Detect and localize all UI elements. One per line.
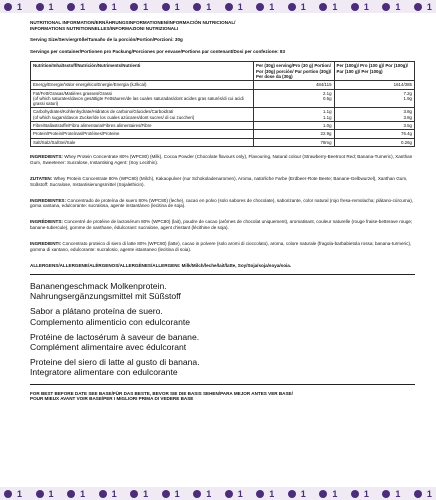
band-pattern-cell [193,489,211,499]
band-dot [288,490,296,498]
ingredients-en-label: INGREDIENTS: [30,153,63,159]
product-name-line: Bananengeschmack Molkenprotein. [30,281,167,291]
product-name-line: Complément alimentaire avec édulcorant [30,342,187,353]
band-digit: 1 [48,1,54,12]
row-serving: 1.0g [254,122,334,130]
bottom-decorative-band [0,487,436,500]
band-digit: 1 [237,1,243,12]
row-per100: 1614/385 [334,81,414,89]
band-dot [162,3,170,11]
divider [30,384,415,385]
band-pattern-cell [319,2,337,12]
ingredients-en [30,154,415,166]
row-per100: 0.26g [334,138,414,146]
band-digit: 1 [174,488,180,499]
band-digit: 1 [363,1,369,12]
band-dot [36,3,44,11]
band-pattern-cell [319,489,337,499]
band-pattern-cell [414,489,432,499]
band-dot [225,490,233,498]
band-pattern-cell [36,2,54,12]
ingredients-de-text: Whey Protein Concentrate 80% (WPC80) (Milch), Kakaopulver (nur Schokoladenaromen), Aroma, natürliche Farbe (Erdbeer-Rote Beete; Banane-Gelbwurzel), Xanthan Gum, Süßstoff: Sucralose, Instantisierungsmittel (Sojalethicin). [30,175,408,187]
band-pattern-cell [36,489,54,499]
band-dot [225,3,233,11]
row-serving: 22.9g [254,130,334,138]
band-pattern-cell [382,489,400,499]
band-digit: 1 [237,488,243,499]
row-per100: 76.4g [334,130,414,138]
band-digit: 1 [426,488,432,499]
band-pattern-cell [162,489,180,499]
band-dot [4,3,12,11]
band-pattern-cell [4,489,22,499]
row-label: Fat/Fett/Grasas/Matières grasses/Grassi (of which saturates/davon gesättigte Fettsäuren/de las cuales saturadas/dont acides gras saturés/di cui acidi grassi saturi) [31,89,254,108]
band-pattern-cell [382,2,400,12]
band-pattern-cell [162,2,180,12]
ingredients-de-label: ZUTATEN: [30,175,53,181]
band-dot [351,490,359,498]
band-pattern-cell [225,489,243,499]
band-pattern-cell [130,2,148,12]
table-row [31,89,415,108]
band-dot [99,490,107,498]
table-row [31,130,415,138]
band-pattern-cell [4,2,22,12]
ingredients-es [30,198,415,210]
band-pattern-cell [414,2,432,12]
band-dot [67,3,75,11]
header-per-100g: Per (100g)/ Pro (100 g)/ Por (100g)/ Par (100 g)/ Per (100g) [334,62,414,81]
row-label: Protein/Protein/Proteínas/Protéines/Proteine [31,130,254,138]
band-dot [319,490,327,498]
ingredients-es-label: INGREDIENTES: [30,197,66,203]
product-name-line: Sabor a plátano proteína de suero. [30,306,163,317]
band-dot [414,3,422,11]
band-dot [162,490,170,498]
table-row [31,108,415,122]
row-per100: 3.8g 3.8g [334,108,414,122]
nutrition-table-header [31,62,415,81]
row-per100: 3.5g [334,122,414,130]
nutrition-title-line2: INFORMATIONS NUTRITIONNELLES/INFORMAZIONI NUTRIZIONALI [30,25,179,31]
product-name-line: Nahrungsergänzungsmittel mit Süßstoff [30,291,181,302]
nutrition-title-line1: NUTRITIONAL INFORMATION/ERNÄHRUNGSINFORMATIONEN/INFORMACIÓN NUTRICIONAL/ [30,20,236,25]
band-digit: 1 [80,1,86,12]
band-digit: 1 [17,1,23,12]
row-label: Energy/Energie/Valor energético/Energie/Energia (kJ/kcal) [31,81,254,89]
band-digit: 1 [143,1,149,12]
ingredients-it-label: INGREDIENTI: [30,241,62,247]
band-dot [382,490,390,498]
ingredients-it [30,241,415,253]
band-digit: 1 [111,488,117,499]
row-label: Fibre/Ballaststoffe/Fibra alimentaria/Fibres alimentaires/Fibre [31,122,254,130]
band-digit: 1 [332,488,338,499]
product-name-line: Complemento alimenticio con edulcorante [30,316,191,327]
header-per-serving: Per (30g) serving/Pro (30 g) Portion/ Por (30g) porción/ Par portion (30g)/ Per dose da (30g) [254,62,334,81]
ingredients-section [30,154,415,253]
band-pattern-cell [67,2,85,12]
band-digit: 1 [269,1,275,12]
band-pattern-cell [288,489,306,499]
product-name-fr [30,332,415,352]
ingredients-fr [30,219,415,231]
band-digit: 1 [17,488,23,499]
product-name-line: Integratore alimentare con edulcorante [30,367,178,378]
product-name-it [30,357,415,377]
ingredients-it-text: Concentrato proteico di siero di latte 80% (WPC80) (latte), cacao in polvere (solo aromi di cioccolato), aroma, colore naturale (fragola-barbabietola rossa; banana-turmeric), gomma di xantano, edulcorante: sucralosio, agente istantaneo (lecitina di soia). [30,241,412,253]
band-pattern-cell [256,489,274,499]
top-decorative-band [0,0,436,13]
band-pattern-cell [67,489,85,499]
band-digit: 1 [395,1,401,12]
best-before-line1: FOR BEST BEFORE DATE SEE BASE/FÜR DAS BESTE, BEVOR SIE DIE BASIS SEHEN/PARA MEJOR ANTES VER BASE/ [30,390,293,396]
divider [30,274,415,275]
table-row [31,122,415,130]
table-row [31,81,415,89]
row-label: Carbohydrates/Kohlenhydrate/Hidratos de carbono/Glucides/Carboidrati (of which sugars/davon Zucker/de los cuales azúcares/dont sucres/ di cui zuccheri) [31,108,254,122]
best-before-line2: POUR MIEUX AVANT VOIR BASE/PER I MIGLIORI PRIMA DI VEDERE BASE [30,396,194,402]
band-pattern-cell [130,489,148,499]
band-pattern-cell [99,489,117,499]
band-digit: 1 [426,1,432,12]
band-dot [130,490,138,498]
band-dot [382,3,390,11]
band-digit: 1 [80,488,86,499]
band-dot [193,490,201,498]
product-name-es [30,306,415,326]
band-pattern-cell [256,2,274,12]
ingredients-fr-text: Concentré de protéine de lactosérum 80% (WPC80) (lait), poudre de cacao (arômes de chocolat uniquement), aromatisant, couleur naturelle (rouge fraise-betterave rouge; banane-tubercule), gomme de xanthane, édulcorant: sucralose, agent d'instant (lécithine de soja). [30,219,413,231]
band-digit: 1 [174,1,180,12]
band-digit: 1 [300,488,306,499]
allergens-statement: ALLERGENS/ALLERGENE/ALÉRGENOS/ALLERGÈNES/ALLERGENI: Milk/Milch/leche/lait/latte, Soy/Soja/soja/soya/soia. [30,263,292,268]
band-pattern-cell [99,2,117,12]
serving-size: Serving Size/Serviergröße/Tamaño de la porción/Portion/Porzioni: 30g [30,37,183,43]
product-name-de [30,281,415,301]
band-pattern-cell [225,2,243,12]
nutrition-table [30,61,415,147]
row-label: Salt/Salz/Sal/Sel/Sale [31,138,254,146]
row-serving: 484/115 [254,81,334,89]
band-digit: 1 [363,488,369,499]
band-dot [319,3,327,11]
band-digit: 1 [269,488,275,499]
band-digit: 1 [48,488,54,499]
band-digit: 1 [395,488,401,499]
product-name-line: Proteine del siero di latte al gusto di banana. [30,357,200,368]
row-per100: 7.2g 1.9g [334,89,414,108]
band-dot [99,3,107,11]
ingredients-es-text: Concentrado de proteína de suero 80% (WPC80) (leche), cacao en polvo (solo sabores de chocolate), saborizante, color natural (rojo fresa-remolacha; plátano-cúrcuma), goma xantana, edulcorante: sucralosa, agente instantáneo (lecitina de soja). [30,197,414,209]
label-content [30,20,415,402]
header-nutrient: Nutrition/Inhaltsstoff/Nutrición/Nutriments/Nutrienti [31,62,254,81]
band-dot [130,3,138,11]
band-dot [67,490,75,498]
row-serving: 2.1g 0.5g [254,89,334,108]
band-pattern-cell [288,2,306,12]
ingredients-fr-label: INGRÉDIENTS: [30,219,63,225]
band-dot [288,3,296,11]
band-digit: 1 [300,1,306,12]
band-pattern-cell [193,2,211,12]
product-name-line: Protéine de lactosérum à saveur de banane. [30,331,200,342]
table-row [31,138,415,146]
band-dot [414,490,422,498]
ingredients-en-text: Whey Protein Concentrate 80% (WPC80) (Milk), Cocoa Powder (Chocolate flavours only), Flavouring, Natural colour (Strawberry-Beetroot Red; Banana-Tumeric), Xanthan Gum, Sweetener: Sucralose, Instantising Agent: (Soy Lecithin). [30,153,413,165]
band-digit: 1 [206,1,212,12]
band-pattern-cell [351,2,369,12]
band-dot [256,490,264,498]
servings-per-container: Servings per container/Portionen pro Packung/Porciones por envase/Portions par contenant/Dosi per confezione: 83 [30,48,286,54]
band-dot [36,490,44,498]
row-serving: 78mg [254,138,334,146]
band-pattern-cell [351,489,369,499]
band-dot [193,3,201,11]
band-digit: 1 [111,1,117,12]
band-dot [351,3,359,11]
band-digit: 1 [332,1,338,12]
band-dot [256,3,264,11]
band-dot [4,490,12,498]
band-digit: 1 [206,488,212,499]
row-serving: 1.1g 1.1g [254,108,334,122]
ingredients-de [30,176,415,188]
band-digit: 1 [143,488,149,499]
